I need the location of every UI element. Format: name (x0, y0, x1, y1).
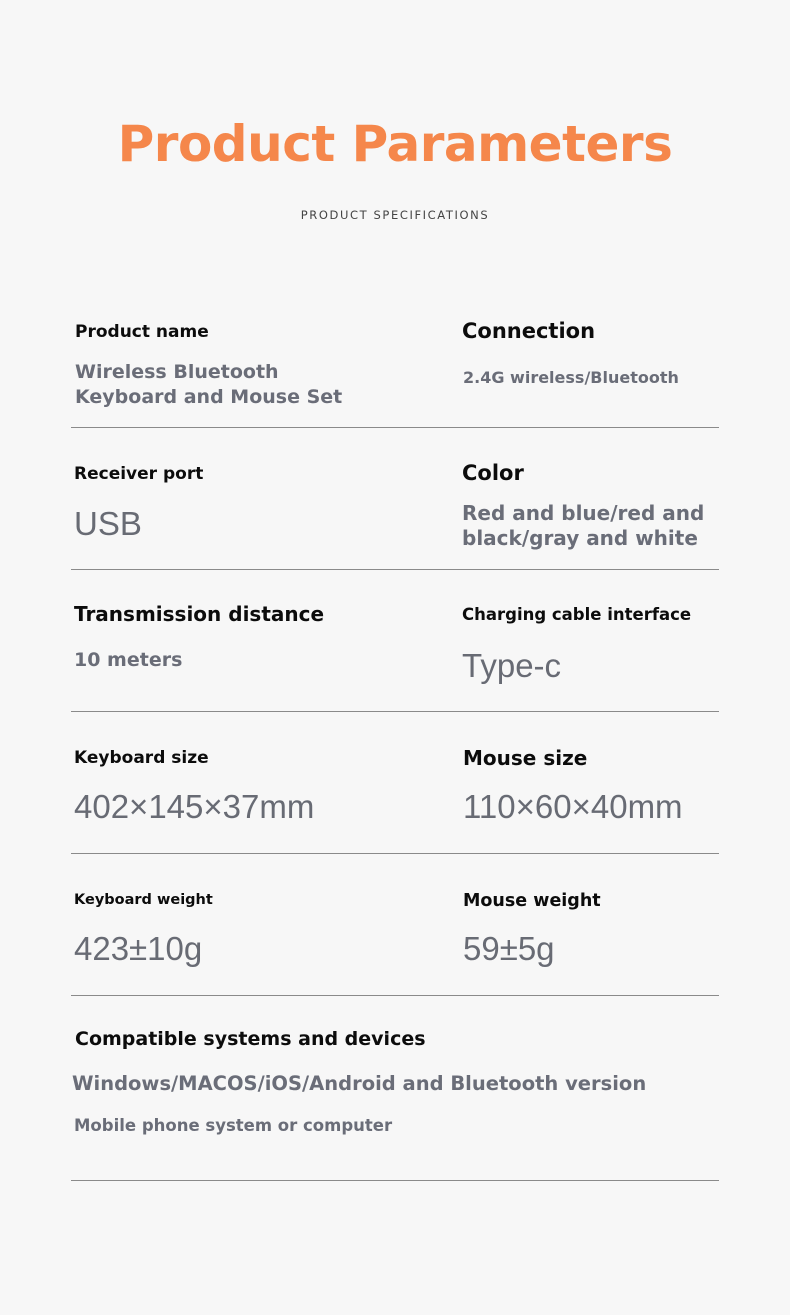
compatible-systems-note: Mobile phone system or computer (74, 1116, 393, 1135)
mouse-weight-value: 59±5g (463, 930, 555, 967)
keyboard-size-label: Keyboard size (74, 748, 209, 768)
charging-interface-label: Charging cable interface (462, 605, 692, 624)
page-title: Product Parameters (117, 115, 673, 173)
keyboard-weight-value: 423±10g (74, 930, 203, 967)
compatible-systems-label: Compatible systems and devices (75, 1028, 426, 1050)
transmission-distance-label: Transmission distance (74, 602, 325, 626)
mouse-weight-label: Mouse weight (463, 891, 601, 911)
receiver-port-label: Receiver port (74, 464, 204, 484)
compatible-systems-value: Windows/MACOS/iOS/Android and Bluetooth version (72, 1072, 647, 1095)
connection-value: 2.4G wireless/Bluetooth (463, 368, 679, 387)
keyboard-weight-label: Keyboard weight (74, 892, 213, 908)
keyboard-size-value: 402×145×37mm (74, 788, 315, 825)
divider (71, 1180, 719, 1181)
color-label: Color (462, 461, 524, 485)
product-name-label: Product name (75, 322, 209, 342)
divider (71, 853, 719, 854)
product-name-value: Wireless Bluetooth Keyboard and Mouse Set (75, 361, 343, 408)
divider (71, 427, 719, 428)
charging-interface-value: Type-c (462, 647, 562, 684)
divider (71, 711, 719, 712)
divider (71, 995, 719, 996)
divider (71, 569, 719, 570)
transmission-distance-value: 10 meters (74, 649, 183, 671)
receiver-port-value: USB (74, 505, 142, 542)
color-value: Red and blue/red and black/gray and white (462, 501, 705, 550)
mouse-size-label: Mouse size (463, 746, 588, 770)
connection-label: Connection (462, 319, 596, 343)
mouse-size-value: 110×60×40mm (463, 788, 683, 825)
page-subtitle: PRODUCT SPECIFICATIONS (300, 208, 490, 222)
